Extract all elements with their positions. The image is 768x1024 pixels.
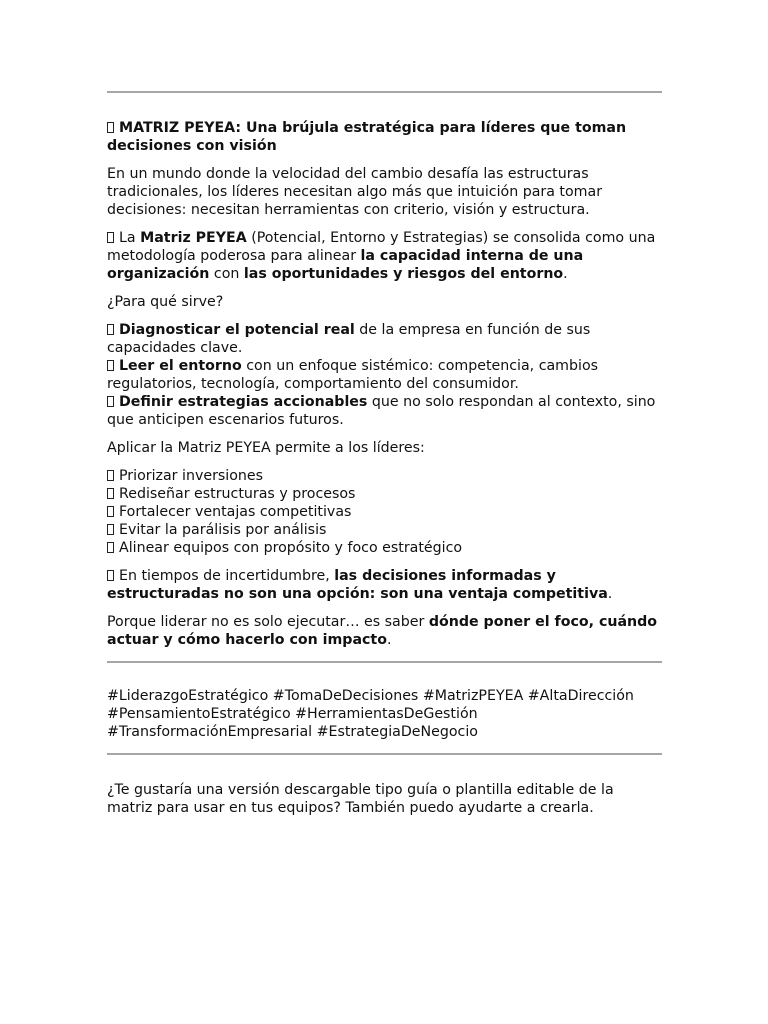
emoji-placeholder-icon [107,542,114,553]
cta-paragraph: ¿Te gustaría una versión descargable tipo guía o plantilla editable de la matriz para usar en tus equipos? También puedo ayudarte a crearla. [107,782,614,816]
emoji-placeholder-icon [107,396,114,407]
emoji-placeholder-icon [107,524,114,535]
emoji-placeholder-icon [107,122,114,133]
list-item: Alinear equipos con propósito y foco estratégico [107,539,662,557]
top-divider [107,91,662,93]
list-item: Definir estrategias accionables que no solo respondan al contexto, sino que anticipen escenarios futuros. [107,394,656,428]
emoji-placeholder-icon [107,470,114,481]
list-item: Priorizar inversiones [107,467,662,485]
apply-intro: Aplicar la Matriz PEYEA permite a los líderes: [107,440,425,456]
list-item: Leer el entorno con un enfoque sistémico: competencia, cambios regulatorios, tecnología, comportamiento del consumidor. [107,358,599,392]
list-item: Fortalecer ventajas competitivas [107,503,662,521]
hashtags: #LiderazgoEstratégico #TomaDeDecisiones #MatrizPEYEA #AltaDirección #PensamientoEstratégico #HerramientasDeGestión #TransformaciónEmpresarial #EstrategiaDeNegocio [107,688,634,740]
post-title: MATRIZ PEYEA: Una brújula estratégica para líderes que toman decisiones con visión [107,120,627,154]
matriz-paragraph: La Matriz PEYEA (Potencial, Entorno y Estrategias) se consolida como una metodología poderosa para alinear la capacidad interna de una organización con las oportunidades y riesgos del entorno. [107,230,656,282]
document-page [107,0,662,817]
list-item: Rediseñar estructuras y procesos [107,485,662,503]
emoji-placeholder-icon [107,506,114,517]
uncertainty-paragraph: En tiempos de incertidumbre, las decisiones informadas y estructuradas no son una opción: son una ventaja competitiva. [107,568,613,602]
emoji-placeholder-icon [107,324,114,335]
middle-divider [107,661,662,663]
emoji-placeholder-icon [107,570,114,581]
bottom-divider [107,753,662,755]
intro-paragraph: En un mundo donde la velocidad del cambio desafía las estructuras tradicionales, los líderes necesitan algo más que intuición para tomar decisiones: necesitan herramientas con criterio, visión y estructura. [107,166,603,218]
emoji-placeholder-icon [107,360,114,371]
list-item: Diagnosticar el potencial real de la empresa en función de sus capacidades clave. [107,322,591,356]
uses-list [107,321,662,429]
benefits-list [107,467,662,557]
emoji-placeholder-icon [107,488,114,499]
closing-paragraph: Porque liderar no es solo ejecutar… es saber dónde poner el foco, cuándo actuar y cómo hacerlo con impacto. [107,614,658,648]
list-item: Evitar la parálisis por análisis [107,521,662,539]
emoji-placeholder-icon [107,232,114,243]
question-heading: ¿Para qué sirve? [107,294,224,310]
